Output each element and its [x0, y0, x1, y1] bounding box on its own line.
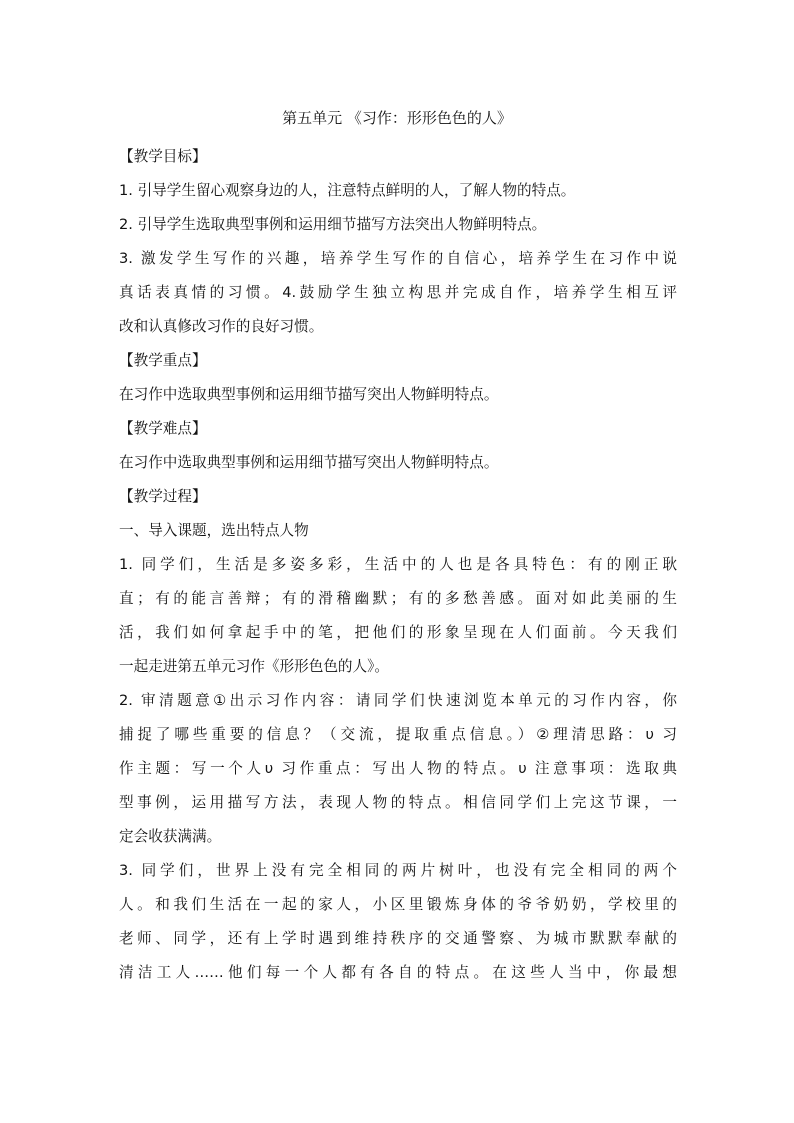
document-title: 第五单元 《习作：形形色色的人》	[282, 109, 512, 127]
difficulties-text: 在习作中选取典型事例和运用细节描写突出人物鲜明特点。	[119, 454, 499, 471]
paragraph-3-line-2: 人。和我们生活在一起的家人，小区里锻炼身体的爷爷奶奶，学校里的	[119, 896, 677, 913]
objective-3-line-2: 真话表真情的习惯。4.鼓励学生独立构思并完成自作，培养学生相互评	[119, 284, 677, 301]
paragraph-2-line-3: 作主题：写一个人υ 习作重点：写出人物的特点。υ 注意事项：选取典	[119, 760, 677, 777]
objective-3-line-1: 3. 激发学生写作的兴趣，培养学生写作的自信心，培养学生在习作中说	[119, 250, 677, 267]
section-heading-objectives: 【教学目标】	[119, 148, 207, 165]
paragraph-1-line-1: 1. 同学们，生活是多姿多彩，生活中的人也是各具特色：有的刚正耿	[119, 556, 677, 573]
paragraph-3-line-1: 3. 同学们，世界上没有完全相同的两片树叶，也没有完全相同的两个	[119, 862, 677, 879]
section-heading-difficulties: 【教学难点】	[119, 420, 207, 437]
paragraph-1-line-2: 直；有的能言善辩；有的滑稽幽默；有的多愁善感。面对如此美丽的生	[119, 590, 677, 607]
process-step-1-heading: 一、导入课题，选出特点人物	[119, 522, 309, 539]
paragraph-2-line-5: 定会收获满满。	[119, 828, 222, 845]
paragraph-2-line-1: 2. 审清题意①出示习作内容：请同学们快速浏览本单元的习作内容，你	[119, 692, 677, 709]
document-body	[119, 140, 677, 990]
objective-1: 1. 引导学生留心观察身边的人，注意特点鲜明的人，了解人物的特点。	[119, 182, 576, 199]
objective-2: 2. 引导学生选取典型事例和运用细节描写方法突出人物鲜明特点。	[119, 216, 547, 233]
section-heading-process: 【教学过程】	[119, 488, 207, 505]
objective-3-line-3: 改和认真修改习作的良好习惯。	[119, 318, 324, 335]
paragraph-1-line-4: 一起走进第五单元习作《形形色色的人》。	[119, 658, 389, 675]
paragraph-3-line-4: 清洁工人……他们每一个人都有各自的特点。在这些人当中，你最想	[119, 964, 677, 981]
section-heading-key-points: 【教学重点】	[119, 352, 207, 369]
key-points-text: 在习作中选取典型事例和运用细节描写突出人物鲜明特点。	[119, 386, 499, 403]
paragraph-2-line-4: 型事例，运用描写方法，表现人物的特点。相信同学们上完这节课，一	[119, 794, 677, 811]
paragraph-2-line-2: 捕捉了哪些重要的信息？（交流，提取重点信息。）②理清思路：υ 习	[119, 726, 677, 743]
paragraph-1-line-3: 活，我们如何拿起手中的笔，把他们的形象呈现在人们面前。今天我们	[119, 624, 677, 641]
paragraph-3-line-3: 老师、同学，还有上学时遇到维持秩序的交通警察、为城市默默奉献的	[119, 930, 677, 947]
